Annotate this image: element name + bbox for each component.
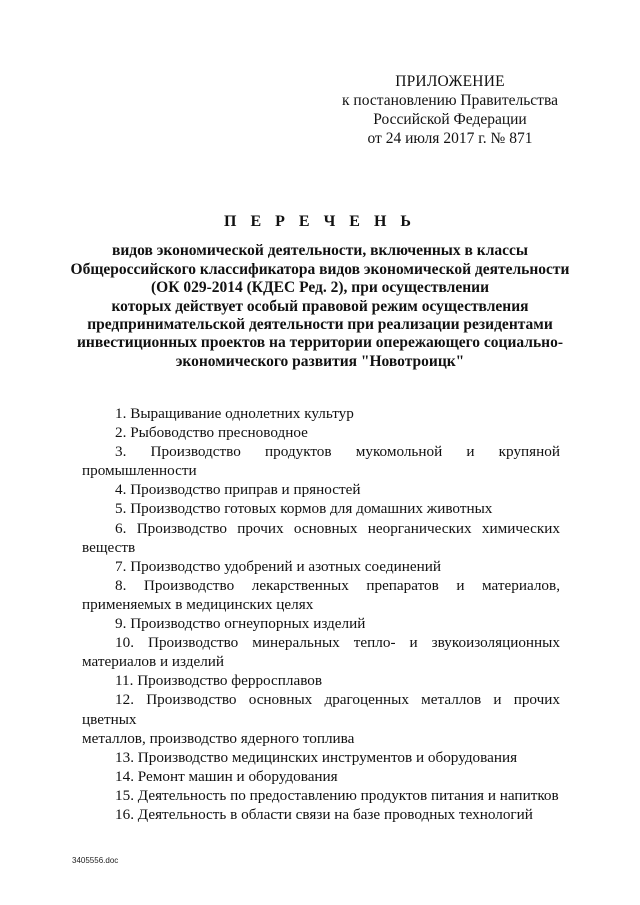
list-item-text: 1. Выращивание однолетних культур bbox=[115, 405, 354, 422]
title-line: Общероссийского классификатора видов экономической деятельности bbox=[70, 260, 570, 278]
list-item-text: 6. Производство прочих основных неорганических химических bbox=[115, 519, 560, 537]
list-item-continuation: веществ bbox=[82, 538, 136, 556]
list-item bbox=[82, 499, 560, 518]
title-line: которых действует особый правовой режим осуществления bbox=[111, 297, 529, 315]
document-file-name: 3405556.doc bbox=[72, 856, 119, 865]
list-item-text: 9. Производство огнеупорных изделий bbox=[115, 615, 366, 633]
list-item-text: 15. Деятельность по предоставлению продуктов питания и напитков bbox=[115, 786, 559, 804]
list-item-text: 13. Производство медицинских инструментов и оборудования bbox=[115, 748, 518, 766]
list-item-text: 5. Производство готовых кормов для домашних животных bbox=[115, 500, 493, 518]
document-title bbox=[70, 213, 570, 371]
title-line: экономического развития "Новотроицк" bbox=[175, 352, 465, 370]
title-line: инвестиционных проектов на территории опережающего социально- bbox=[76, 334, 564, 352]
appendix-date-number: от 24 июля 2017 г. № 871 bbox=[367, 130, 533, 147]
activity-list bbox=[82, 404, 560, 824]
title-line: (ОК 029-2014 (КДЕС Ред. 2), при осуществлении bbox=[151, 279, 489, 297]
list-item bbox=[82, 690, 560, 747]
list-item bbox=[82, 423, 560, 442]
list-item bbox=[82, 557, 560, 576]
list-item-text: 16. Деятельность в области связи на базе проводных технологий bbox=[115, 805, 533, 823]
list-item bbox=[82, 633, 560, 671]
list-item-continuation: металлов, производство ядерного топлива bbox=[82, 729, 355, 747]
list-item-continuation: материалов и изделий bbox=[82, 653, 225, 671]
title-heading: П Е Р Е Ч Е Н Ь bbox=[224, 213, 416, 230]
appendix-resolution: к постановлению Правительства bbox=[342, 92, 558, 109]
list-item-text: 8. Производство лекарственных препаратов и материалов, bbox=[115, 576, 560, 594]
list-item bbox=[82, 614, 560, 633]
list-item bbox=[82, 786, 560, 805]
list-item-text: 14. Ремонт машин и оборудования bbox=[115, 767, 338, 785]
list-item bbox=[82, 480, 560, 499]
list-item-continuation: промышленности bbox=[82, 462, 197, 480]
list-item-text: 4. Производство приправ и пряностей bbox=[115, 481, 361, 499]
list-item bbox=[82, 404, 560, 423]
list-item bbox=[82, 748, 560, 767]
list-item-text: 2. Рыбоводство пресноводное bbox=[115, 424, 308, 442]
list-item bbox=[82, 767, 560, 786]
appendix-government: Российской Федерации bbox=[373, 111, 527, 128]
list-item bbox=[82, 805, 560, 824]
list-item-text: 11. Производство ферросплавов bbox=[115, 672, 323, 690]
title-line: видов экономической деятельности, включенных в классы bbox=[111, 242, 529, 260]
list-item-text: 7. Производство удобрений и азотных соединений bbox=[115, 557, 441, 575]
list-item bbox=[82, 519, 560, 557]
list-item bbox=[82, 576, 560, 614]
list-item-text: 12. Производство основных драгоценных металлов и прочих цветных bbox=[82, 691, 560, 728]
appendix-title: ПРИЛОЖЕНИЕ bbox=[395, 73, 505, 90]
list-item bbox=[82, 442, 560, 480]
list-item-text: 10. Производство минеральных тепло- и звукоизоляционных bbox=[115, 634, 560, 652]
list-item-text: 3. Производство продуктов мукомольной и крупяной bbox=[115, 443, 560, 461]
list-item bbox=[82, 671, 560, 690]
appendix-block bbox=[330, 72, 570, 148]
list-item-continuation: применяемых в медицинских целях bbox=[82, 595, 314, 613]
title-line: предпринимательской деятельности при реализации резидентами bbox=[87, 316, 553, 334]
